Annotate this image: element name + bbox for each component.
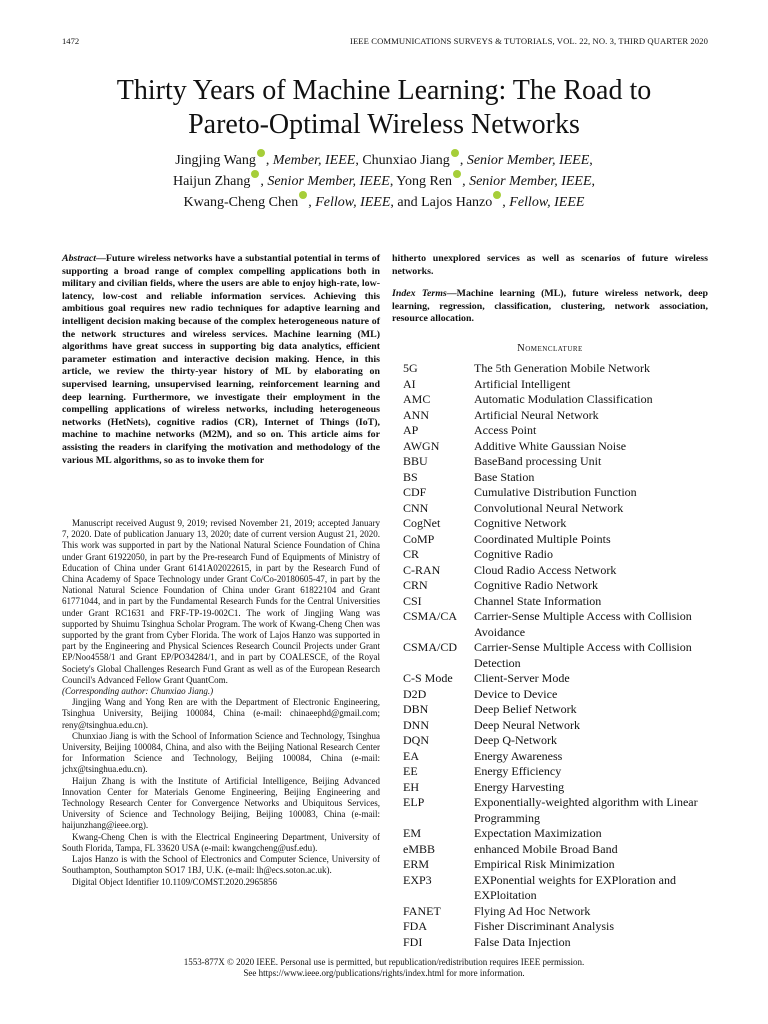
nomenclature-row <box>403 439 708 455</box>
nomenclature-row <box>403 609 708 640</box>
nomenclature-definition: Cognitive Network <box>474 516 567 530</box>
nomenclature-row <box>403 764 708 780</box>
nomenclature-abbr: BS <box>403 469 418 484</box>
nomenclature-definition: Channel State Information <box>474 593 602 608</box>
nomenclature-definition: EXPonential weights for EXPloration and EXPloitation <box>474 872 676 902</box>
nomenclature-definition: Deep Belief Network <box>474 702 577 716</box>
nomenclature-list <box>403 361 708 950</box>
index-terms: Index Terms—Machine learning (ML), future wireless network, deep learning, regression, classification, clustering, network association, resource allocation. <box>392 288 708 325</box>
nomenclature-definition: Carrier-Sense Multiple Access with Collision Detection <box>474 640 692 670</box>
nomenclature-row <box>403 454 708 470</box>
nomenclature-definition: Energy Awareness <box>474 748 563 763</box>
funding-note: Manuscript received August 9, 2019; revised November 21, 2019; accepted January 7, 2020. Date of publication January 13, 2020; date of current version August 21, 2020. This work was supported in part by the National Natural Science Foundation of China under Grant 61922050, in part by the Pre-research Fund of Equipments of Ministry of Education of China under Grant 6141A02022615, in part by the Research Fund of China Academy of Space Technology under Grant Co/Co-20180605-47, in part by the National Natural Science Foundation of China under Grant 61822104 and Grant 61771044, and in part by the Fundamental Research Funds for the Central Universities under Grant RC1631 and FRF-TP-19-002C1. The work of Jingjing Wang was supported by Shuimu Tsinghua Scholar Program. The work of Kwang-Cheng Chen was supported by the grant from Cyber Florida. The work of Lajos Hanzo was supported in part by the Engineering and Physical Sciences Research Council Projects under Grant EP/Noo4558/1 and Grant EP/PO34284/1, and in part by COALESCE, of the Royal Society's Global Challenges Research Fund Grant as well as of the European Research Council's Advanced Fellow Grant QuantCom. <box>62 518 380 685</box>
nomenclature-row <box>403 842 708 858</box>
nomenclature-heading: Nomenclature <box>517 343 583 354</box>
paper-title <box>0 74 768 142</box>
nomenclature-abbr: AWGN <box>403 438 440 453</box>
affiliation-note: Lajos Hanzo is with the School of Electronics and Computer Science, University of Southampton, Southampton SO17 1BJ, U.K. (e-mail: lh@ecs.soton.ac.uk). <box>62 854 380 876</box>
nomenclature-abbr: DNN <box>403 717 429 732</box>
nomenclature-abbr: AP <box>403 423 419 437</box>
author-line-3: Kwang-Cheng Chen , Fellow, IEEE, and Lajos Hanzo , Fellow, IEEE <box>0 192 768 213</box>
nomenclature-row <box>403 594 708 610</box>
nomenclature-abbr: CNN <box>403 500 429 515</box>
nomenclature-definition: Base Station <box>474 469 535 484</box>
nomenclature-definition: Convolutional Neural Network <box>474 500 624 515</box>
nomenclature-definition: Cognitive Radio Network <box>474 578 598 592</box>
nomenclature-definition: Client-Server Mode <box>474 671 570 685</box>
nomenclature-row <box>403 532 708 548</box>
author-list <box>0 150 768 213</box>
copyright-notice <box>0 957 768 979</box>
nomenclature-definition: Artificial Neural Network <box>474 407 599 422</box>
nomenclature-row <box>403 516 708 532</box>
nomenclature-abbr: CoMP <box>403 531 435 546</box>
right-column <box>392 253 708 326</box>
nomenclature-row <box>403 687 708 703</box>
nomenclature-abbr: CSMA/CA <box>403 609 458 623</box>
nomenclature-definition: Exponentially-weighted algorithm with Linear Programming <box>474 795 698 825</box>
nomenclature-abbr: FANET <box>403 903 441 918</box>
author-role: Fellow, IEEE <box>315 195 391 210</box>
nomenclature-abbr: ERM <box>403 857 430 871</box>
nomenclature-abbr: EXP3 <box>403 872 432 887</box>
nomenclature-definition: Energy Efficiency <box>474 764 562 778</box>
nomenclature-abbr: EE <box>403 764 418 778</box>
author-role: Senior Member, IEEE <box>466 153 590 168</box>
nomenclature-abbr: EM <box>403 826 421 840</box>
affiliation-note: Chunxiao Jiang is with the School of Information Science and Technology, Tsinghua University, Beijing 100084, China, and also with the Beijing National Research Center for Information Science and Technology, Beijing 100084, China (e-mail: jchx@tsinghua.edu.cn). <box>62 730 380 775</box>
nomenclature-definition: Fisher Discriminant Analysis <box>474 919 614 933</box>
affiliation-note: Kwang-Cheng Chen is with the Electrical Engineering Department, University of South Florida, Tampa, FL 33620 USA (e-mail: kwangcheng@usf.edu). <box>62 831 380 853</box>
journal-header: IEEE COMMUNICATIONS SURVEYS & TUTORIALS, VOL. 22, NO. 3, THIRD QUARTER 2020 <box>349 36 708 46</box>
nomenclature-abbr: AI <box>403 376 416 391</box>
affiliation-note: Jingjing Wang and Yong Ren are with the Department of Electronic Engineering, Tsinghua University, Beijing 100084, China (e-mail: chinaeephd@gmail.com; reny@tsinghua.edu.cn). <box>62 697 380 730</box>
nomenclature-definition: BaseBand processing Unit <box>474 454 602 468</box>
nomenclature-abbr: eMBB <box>403 841 436 856</box>
nomenclature-definition: Deep Q-Network <box>474 733 557 747</box>
title-line-2: Pareto-Optimal Wireless Networks <box>188 109 580 140</box>
nomenclature-definition: Automatic Modulation Classification <box>474 392 653 406</box>
nomenclature-row <box>403 408 708 424</box>
nomenclature-row <box>403 718 708 734</box>
author-role: Member, IEEE <box>272 153 356 168</box>
nomenclature-row <box>403 671 708 687</box>
nomenclature-row <box>403 640 708 671</box>
nomenclature-row <box>403 857 708 873</box>
nomenclature-row <box>403 392 708 408</box>
orcid-icon[interactable] <box>453 170 461 178</box>
nomenclature-definition: Additive White Gaussian Noise <box>474 438 627 453</box>
nomenclature-definition: Cloud Radio Access Network <box>474 562 617 577</box>
author-role: Senior Member, IEEE <box>469 174 592 189</box>
copyright-line-2: See https://www.ieee.org/publications/rights/index.html for more information. <box>243 968 525 978</box>
abstract-text: Future wireless networks have a substantial potential in terms of supporting a broad range of complex compelling applications both in military and civilian fields, where the users are able to enjoy high-rate, low-latency, low-cost and reliable information services. Achieving this ambitious goal requires new radio techniques for adaptive learning and intelligent decision making because of the complex heterogeneous nature of the network structures and wireless services. Machine learning (ML) algorithms have great success in supporting big data analytics, efficient parameter estimation and interactive decision making. Hence, in this article, we review the thirty-year history of ML by elaborating on supervised learning, unsupervised learning, reinforcement learning and deep learning. Furthermore, we investigate their employment in the compelling applications of wireless networks, including heterogeneous networks (HetNets), cognitive radios (CR), Internet of Things (IoT), machine to machine networks (M2M), and so on. This article aims for assisting the readers in clarifying the motivation and methodology of the various ML algorithms, so as to invoke them for <box>62 253 380 466</box>
nomenclature-row <box>403 826 708 842</box>
nomenclature-abbr: FDI <box>403 934 423 949</box>
nomenclature-abbr: C-RAN <box>403 562 441 577</box>
nomenclature-abbr: FDA <box>403 919 428 933</box>
nomenclature-abbr: EA <box>403 748 419 763</box>
nomenclature-abbr: CSMA/CD <box>403 640 458 654</box>
nomenclature-definition: Flying Ad Hoc Network <box>474 903 591 918</box>
nomenclature-row <box>403 470 708 486</box>
nomenclature-definition: Device to Device <box>474 686 558 701</box>
nomenclature-abbr: EH <box>403 779 419 794</box>
nomenclature-row <box>403 578 708 594</box>
author-line-1: Jingjing Wang , Member, IEEE, Chunxiao Jiang , Senior Member, IEEE, <box>0 150 768 171</box>
author-name: Chunxiao Jiang <box>362 153 450 168</box>
abstract-continued: hitherto unexplored services as well as scenarios of future wireless networks. <box>392 253 708 277</box>
nomenclature-abbr: CR <box>403 547 420 561</box>
nomenclature-definition: Carrier-Sense Multiple Access with Collision Avoidance <box>474 609 692 639</box>
nomenclature-definition: Deep Neural Network <box>474 717 580 732</box>
nomenclature-abbr: ANN <box>403 407 429 422</box>
affiliation-note: Haijun Zhang is with the Institute of Artificial Intelligence, Beijing Advanced Innovation Center for Materials Genome Engineering, Beijing Engineering and Technology Research Center for Convergence Networks and Ubiquitous Services, University of Science and Technology Beijing, Beijing 100083, China (e-mail: haijunzhang@ieee.org). <box>62 775 380 831</box>
title-line-1: Thirty Years of Machine Learning: The Road to <box>116 75 652 106</box>
author-name: Lajos Hanzo <box>421 195 493 210</box>
copyright-line-1: 1553-877X © 2020 IEEE. Personal use is permitted, but republication/redistribution requires IEEE permission. <box>183 957 585 967</box>
author-role: Senior Member, IEEE <box>267 174 390 189</box>
nomenclature-definition: Energy Harvesting <box>474 779 565 794</box>
author-line-2: Haijun Zhang , Senior Member, IEEE, Yong Ren , Senior Member, IEEE, <box>0 171 768 192</box>
nomenclature-abbr: 5G <box>403 361 418 375</box>
nomenclature-definition: Cognitive Radio <box>474 547 553 561</box>
nomenclature-definition: Artificial Intelligent <box>474 376 571 391</box>
nomenclature-definition: enhanced Mobile Broad Band <box>474 841 618 856</box>
index-terms-label: Index Terms <box>392 288 447 300</box>
left-column <box>62 253 380 467</box>
doi-note: Digital Object Identifier 10.1109/COMST.2020.2965856 <box>72 876 277 887</box>
nomenclature-row <box>403 547 708 563</box>
nomenclature-row <box>403 563 708 579</box>
nomenclature-row <box>403 702 708 718</box>
nomenclature-abbr: CDF <box>403 485 427 499</box>
nomenclature-row <box>403 423 708 439</box>
nomenclature-row <box>403 904 708 920</box>
nomenclature-abbr: CogNet <box>403 516 441 530</box>
nomenclature-abbr: C-S Mode <box>403 671 453 685</box>
nomenclature-abbr: D2D <box>403 686 427 701</box>
nomenclature-abbr: AMC <box>403 392 431 406</box>
nomenclature-abbr: CSI <box>403 593 422 608</box>
orcid-icon[interactable] <box>451 149 459 157</box>
index-terms-text: Machine learning (ML), future wireless network, deep learning, regression, classification, clustering, network association, resource allocation. <box>392 288 708 325</box>
nomenclature-abbr: DBN <box>403 702 429 716</box>
orcid-icon[interactable] <box>251 170 259 178</box>
orcid-icon[interactable] <box>493 191 501 199</box>
author-name: Jingjing Wang <box>175 153 256 168</box>
nomenclature-row <box>403 361 708 377</box>
corresponding-author: (Corresponding author: Chunxiao Jiang.) <box>62 686 214 697</box>
and-word: and <box>397 195 418 210</box>
abstract-label: Abstract <box>62 253 97 264</box>
author-name: Kwang-Cheng Chen <box>183 195 299 210</box>
nomenclature-abbr: DQN <box>403 733 429 747</box>
nomenclature-definition: False Data Injection <box>474 934 571 949</box>
nomenclature-row <box>403 485 708 501</box>
footnotes <box>62 518 380 888</box>
nomenclature-row <box>403 780 708 796</box>
nomenclature-definition: Access Point <box>474 423 537 437</box>
nomenclature-row <box>403 919 708 935</box>
nomenclature-row <box>403 935 708 951</box>
nomenclature-definition: Empirical Risk Minimization <box>474 857 615 871</box>
nomenclature-row <box>403 733 708 749</box>
nomenclature-definition: The 5th Generation Mobile Network <box>474 361 650 375</box>
nomenclature-abbr: CRN <box>403 578 428 592</box>
nomenclature-row <box>403 795 708 826</box>
nomenclature-row <box>403 873 708 904</box>
orcid-icon[interactable] <box>257 149 265 157</box>
nomenclature-definition: Coordinated Multiple Points <box>474 531 611 546</box>
author-role: Fellow, IEEE <box>509 195 585 210</box>
nomenclature-row <box>403 501 708 517</box>
nomenclature-row <box>403 749 708 765</box>
nomenclature-definition: Cumulative Distribution Function <box>474 485 637 499</box>
abstract: Abstract—Future wireless networks have a substantial potential in terms of supporting a broad range of complex compelling applications both in military and civilian fields, where the users are able to enjoy high-rate, low-latency, low-cost and reliable information services. Achieving this ambitious goal requires new radio techniques for adaptive learning and intelligent decision making because of the complex heterogeneous nature of the network structures and wireless services. Machine learning (ML) algorithms have great success in supporting big data analytics, efficient parameter estimation and interactive decision making. Hence, in this article, we review the thirty-year history of ML by elaborating on supervised learning, unsupervised learning, reinforcement learning and deep learning. Furthermore, we investigate their employment in the compelling applications of wireless networks, including heterogeneous networks (HetNets), cognitive radios (CR), Internet of Things (IoT), machine to machine networks (M2M), and so on. This article aims for assisting the readers in clarifying the motivation and methodology of the various ML algorithms, so as to invoke them for <box>62 253 380 466</box>
nomenclature-definition: Expectation Maximization <box>474 826 602 840</box>
author-name: Haijun Zhang <box>172 174 251 189</box>
nomenclature-abbr: BBU <box>403 454 428 468</box>
page-number: 1472 <box>62 36 80 46</box>
orcid-icon[interactable] <box>299 191 307 199</box>
nomenclature-row <box>403 377 708 393</box>
nomenclature-abbr: ELP <box>403 795 425 809</box>
author-name: Yong Ren <box>396 174 453 189</box>
